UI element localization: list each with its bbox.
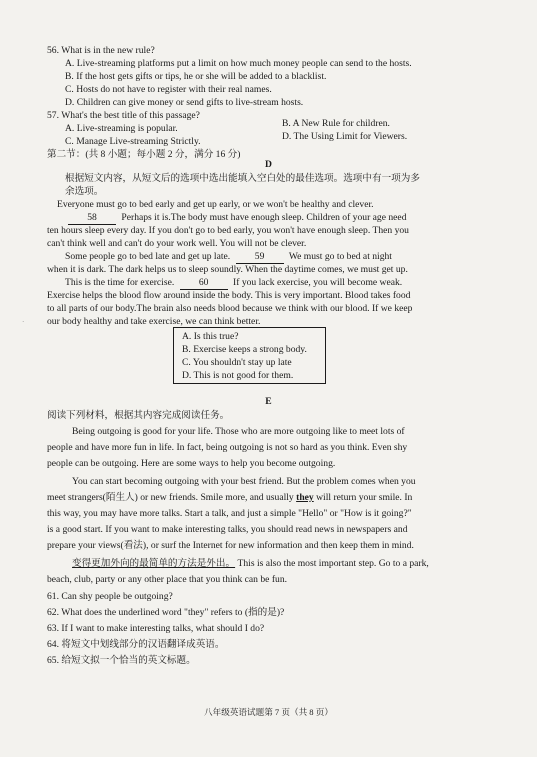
part-e-instruction: 阅读下列材料，根据其内容完成阅读任务。	[47, 410, 230, 421]
part-d-p4-text2: If you lack exercise, you will become weak.	[233, 277, 403, 288]
q57-option-c: C. Manage Live-streaming Strictly.	[65, 136, 201, 147]
q57-option-a: A. Live-streaming is popular.	[65, 123, 178, 134]
part-e-p2-line5: prepare your views(看法), or surf the Internet for new information and then keep them in mind.	[47, 540, 414, 551]
underlined-sentence: 变得更加外向的最简单的方法是外出。	[72, 558, 236, 569]
q57-stem: 57. What's the best title of this passage?	[47, 110, 200, 121]
part-e-p3-text: This is also the most important step. Go to a park,	[237, 558, 429, 569]
blank-60[interactable]: 60	[180, 277, 228, 290]
part-e-p2-line4: is a good start. If you want to make interesting talks, you should read news in newspapers and	[47, 524, 408, 535]
question-65: 65. 给短文拟一个恰当的英文标题。	[47, 655, 196, 666]
question-62: 62. What does the underlined word "they" refers to (指的是)?	[47, 607, 285, 618]
part-d-p4-text: This is the time for exercise.	[65, 277, 175, 288]
part-e-p3-line1	[72, 558, 429, 570]
part-d-p3-text2: We must go to bed at night	[288, 251, 392, 262]
part-e-p1-line1: Being outgoing is good for your life. Those who are more outgoing like to meet lots of	[72, 426, 405, 437]
option-b: B. Exercise keeps a strong body.	[182, 344, 307, 355]
section-heading: 第二节：(共 8 小题；每小题 2 分，满分 16 分)	[47, 149, 241, 160]
part-d-p2-line1	[65, 212, 407, 225]
q57-option-b: B. A New Rule for children.	[282, 118, 390, 129]
part-d-p2-line2: ten hours sleep every day. If you don't go to bed early, you won't have enough sleep. Then you	[47, 225, 409, 236]
part-d-p1: Everyone must go to bed early and get up early, or we won't be healthy and clever.	[57, 199, 374, 210]
part-e-p1-line3: people can be outgoing. Here are some ways to help you become outgoing.	[47, 458, 336, 469]
part-d-p4-line3: to all parts of our body.The brain also needs blood because we think with our blood. If we keep	[47, 303, 413, 314]
part-d-p4-line1	[65, 277, 402, 290]
part-e-p2-line2	[47, 492, 412, 504]
part-d-p3-text: Some people go to bed late and get up late.	[65, 251, 231, 262]
blank-58[interactable]: 58	[68, 212, 116, 225]
part-e-p2-line3: this way, you may have more talks. Start a talk, and just a simple "Hello" or "How is it going?"	[47, 508, 412, 519]
q56-option-d: D. Children can give money or send gifts to live-stream hosts.	[65, 97, 304, 108]
q56-option-c: C. Hosts do not have to register with their real names.	[65, 84, 272, 95]
option-d: D. This is not good for them.	[182, 370, 294, 381]
blank-59[interactable]: 59	[236, 251, 284, 264]
options-box	[173, 327, 326, 384]
margin-mark: ·	[22, 318, 25, 326]
part-d-instruction-2: 余选项。	[65, 186, 104, 197]
part-d-p2-line3: can't think well and can't do your work well. You will not be clever.	[47, 238, 307, 249]
part-d-p3-line1	[65, 251, 392, 264]
part-e-letter: E	[265, 396, 272, 407]
question-61: 61. Can shy people be outgoing?	[47, 591, 173, 602]
underlined-word-they: they	[296, 492, 314, 503]
part-d-letter: D	[265, 159, 272, 170]
q56-option-b: B. If the host gets gifts or tips, he or she will be added to a blacklist.	[65, 71, 327, 82]
part-d-p4-line4: our body healthy and take exercise, we can think better.	[47, 316, 261, 327]
option-c: C. You shouldn't stay up late	[182, 357, 292, 368]
part-d-p4-line2: Exercise helps the blood flow around inside the body. This is very important. Blood takes food	[47, 290, 411, 301]
page-footer: 八年级英语试题第 7 页（共 8 页）	[204, 707, 333, 717]
part-e-p2-line1: You can start becoming outgoing with your best friend. But the problem comes when you	[72, 476, 416, 487]
part-e-p2-text: meet strangers(陌生人) or new friends. Smile more, and usually	[47, 492, 294, 503]
question-64: 64. 将短文中划线部分的汉语翻译成英语。	[47, 639, 225, 650]
part-e-p2-text2: will return your smile. In	[316, 492, 413, 503]
q56-stem: 56. What is in the new rule?	[47, 45, 155, 56]
part-d-p2-text: Perhaps it is.The body must have enough sleep. Children of your age need	[121, 212, 407, 223]
part-d-instruction-1: 根据短文内容，从短文后的选项中选出能填入空白处的最佳选项。选项中有一项为多	[65, 173, 420, 184]
question-63: 63. If I want to make interesting talks, what should I do?	[47, 623, 265, 634]
q56-option-a: A. Live-streaming platforms put a limit on how much money people can send to the hosts.	[65, 58, 412, 69]
q57-option-d: D. The Using Limit for Viewers.	[282, 131, 408, 142]
part-e-p1-line2: people and have more fun in life. In fact, being outgoing is not so hard as you think. Even shy	[47, 442, 408, 453]
option-a: A. Is this true?	[182, 331, 239, 342]
part-e-p3-line2: beach, club, party or any other place that you think can be fun.	[47, 574, 288, 585]
part-d-p3-line2: when it is dark. The dark helps us to sleep soundly. When the daytime comes, we must get up.	[47, 264, 408, 275]
